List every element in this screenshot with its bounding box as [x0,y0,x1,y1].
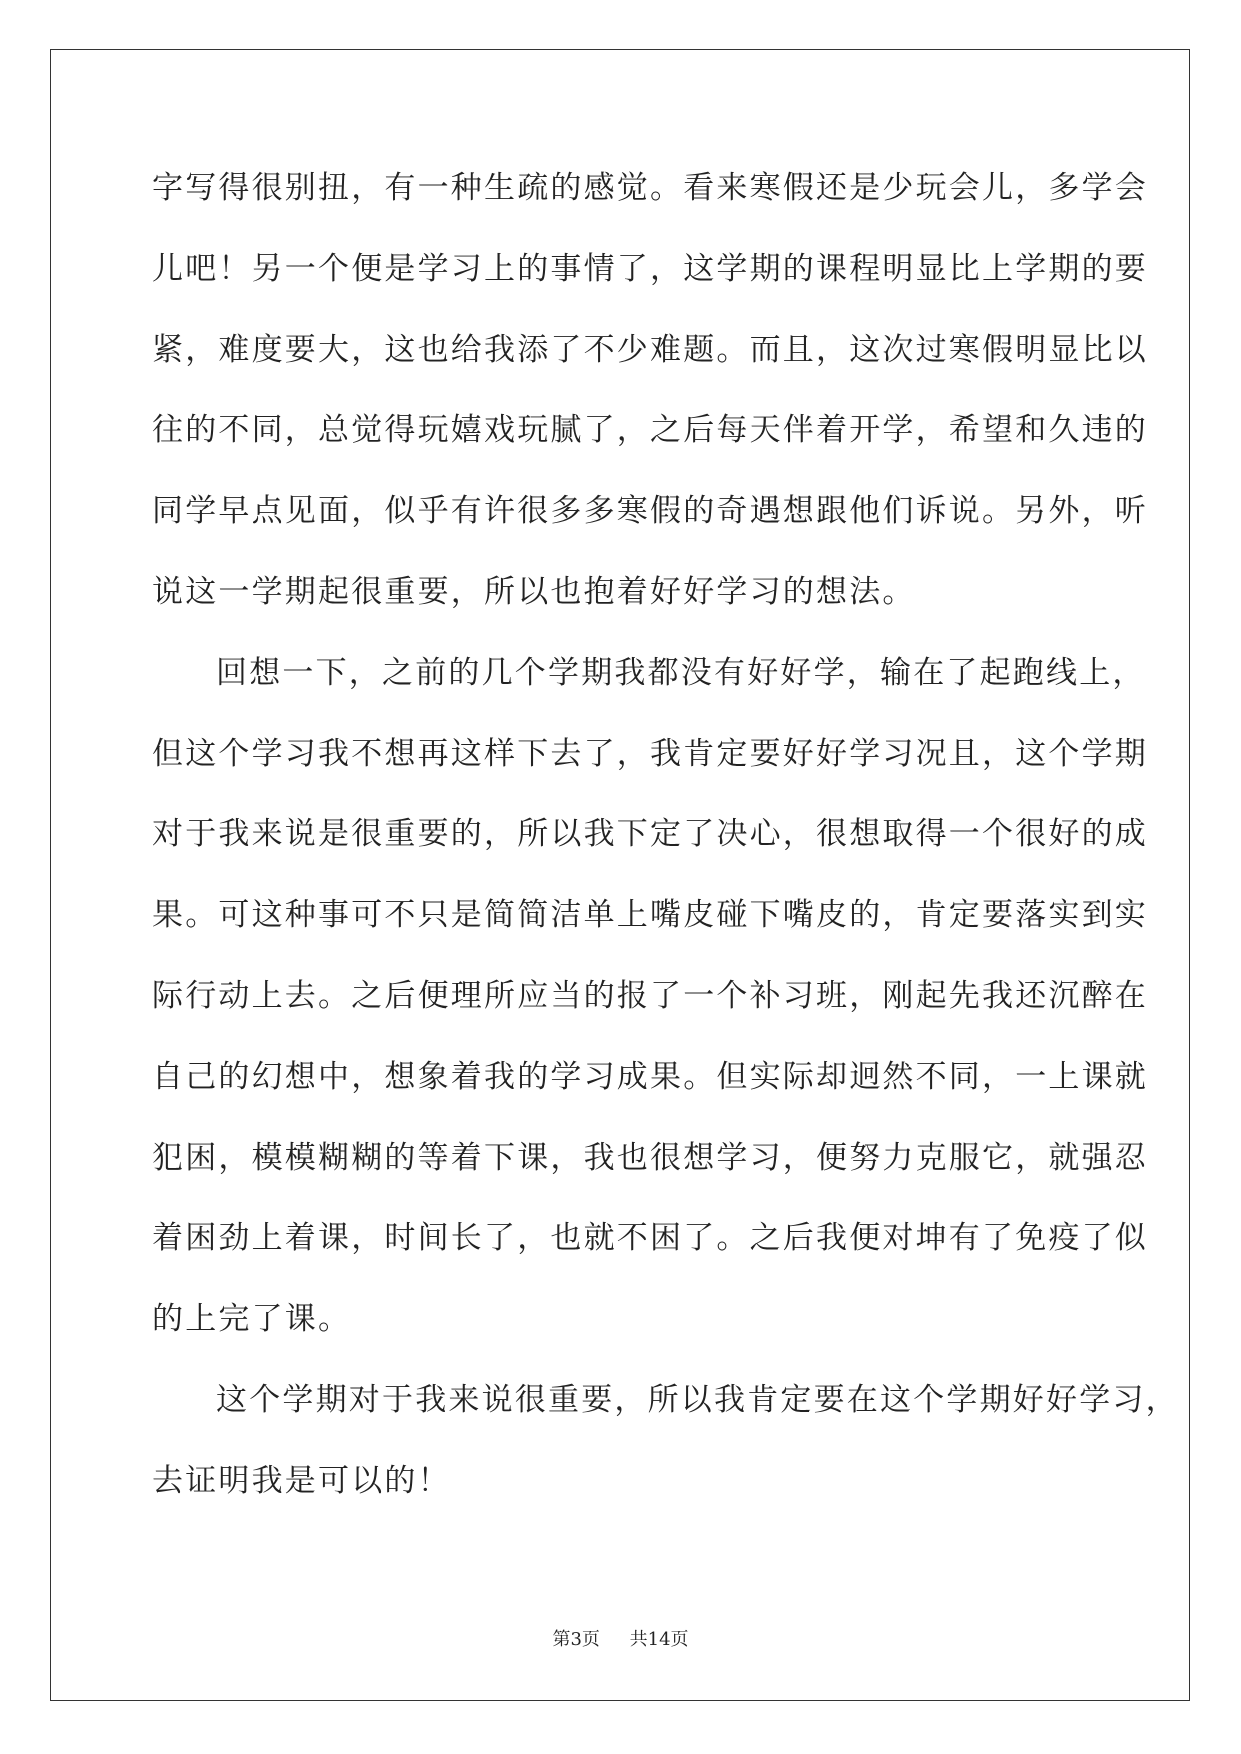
page-number-total: 共14页 [629,1629,689,1650]
page-footer [0,1628,1241,1652]
document-body [152,160,1179,1534]
text-line: 字写得很别扭，有一种生疏的感觉。看来寒假还是少玩会儿，多学会 [152,170,1148,206]
text-line: 但这个学习我不想再这样下去了，我肯定要好好学习况且，这个学期 [152,735,1148,772]
text-line: 犯困，模模糊糊的等着下课，我也很想学习，便努力克服它，就强忍 [152,1139,1148,1176]
text-line: 去证明我是可以的！ [152,1462,451,1499]
text-line: 紧，难度要大，这也给我添了不少难题。而且，这次过寒假明显比以 [152,331,1148,368]
text-line: 际行动上去。之后便理所应当的报了一个补习班，刚起先我还沉醉在 [152,977,1148,1014]
paragraph-first-line: 这个学期对于我来说很重要，所以我肯定要在这个学期好好学习， [216,1381,1179,1418]
text-line: 自己的幻想中，想象着我的学习成果。但实际却迥然不同，一上课就 [152,1058,1148,1095]
paragraph-first-line: 回想一下，之前的几个学期我都没有好好学，输在了起跑线上， [216,654,1146,691]
text-line: 果。可这种事可不只是简简洁单上嘴皮碰下嘴皮的，肯定要落实到实 [152,897,1148,934]
text-line: 同学早点见面，似乎有许很多多寒假的奇遇想跟他们诉说。另外，听 [152,493,1148,530]
text-line: 的上完了课。 [152,1301,352,1338]
page-number-current: 第3页 [552,1629,600,1650]
text-line: 着困劲上着课，时间长了，也就不困了。之后我便对坤有了免疫了似 [152,1220,1148,1257]
text-line: 往的不同，总觉得玩嬉戏玩腻了，之后每天伴着开学，希望和久违的 [152,412,1148,449]
text-line: 说这一学期起很重要，所以也抱着好好学习的想法。 [152,573,916,610]
text-line: 对于我来说是很重要的，所以我下定了决心，很想取得一个很好的成 [152,816,1148,853]
text-line: 儿吧！另一个便是学习上的事情了，这学期的课程明显比上学期的要 [152,250,1148,287]
